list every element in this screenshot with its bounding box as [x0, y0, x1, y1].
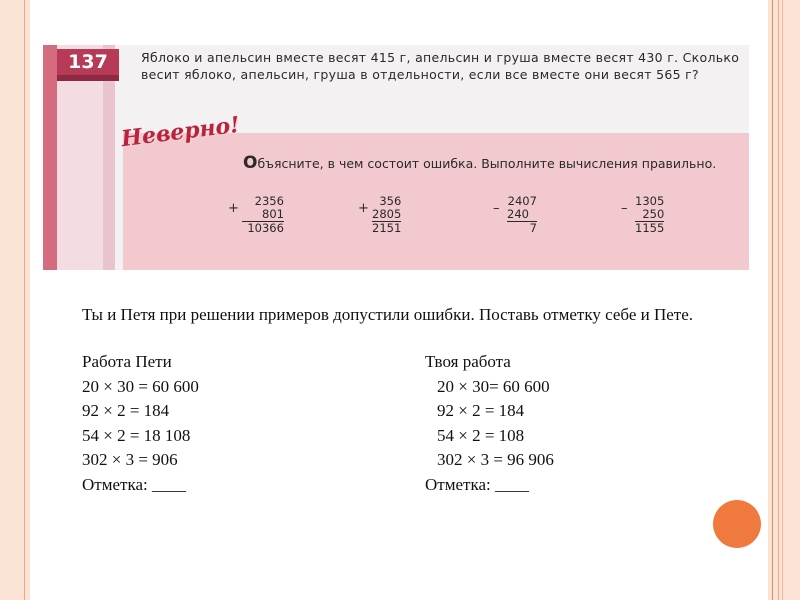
your-work-title: Твоя работа	[425, 352, 511, 371]
problem-text: Яблоко и апельсин вместе весят 415 г, апельсин и груша вместе весят 430 г. Сколько весит яблоко, апельсин, груша в отдельности, если все вместе они весят 565 г?	[141, 50, 740, 82]
explain-text: Объясните, в чем состоит ошибка. Выполните вычисления правильно.	[243, 153, 717, 173]
your-work-column	[425, 350, 554, 497]
peter-line: 54 × 2 = 18 108	[82, 425, 191, 445]
peter-work-column	[82, 350, 199, 497]
slide-frame-left	[0, 0, 30, 600]
your-line: 302 × 3 = 96 906	[437, 450, 554, 469]
your-line: 54 × 2 = 108	[437, 425, 525, 445]
peter-mark: Отметка: ____	[82, 474, 186, 494]
peter-line: 20 × 30 = 60 600	[82, 376, 199, 396]
slide-frame-right	[768, 0, 800, 600]
task-text: Ты и Петя при решении примеров допустили ошибки. Поставь отметку себе и Пете.	[82, 305, 694, 324]
textbook-image: 137 Яблоко и апельсин вместе весят 415 г, апельсин и груша вместе весят 430 г. Сколько весит яблоко, апельсин, груша в отдельности, если все вместе они весят 565 г? Неверно! Объясните, в чем состоит ошибка. Выполните вычисления правильно. + 2356 801 10366 + 356 2805 2151 – 2407 240 7 – 1305 250 1155	[43, 45, 749, 270]
your-mark: Отметка: ____	[425, 474, 529, 494]
problem-number: 137	[57, 49, 119, 75]
peter-line: 92 × 2 = 184	[82, 401, 170, 420]
peter-work-title: Работа Пети	[82, 352, 172, 371]
your-line: 92 × 2 = 184	[437, 401, 525, 420]
orange-dot-decoration	[713, 500, 761, 548]
wrong-label: Неверно!	[119, 111, 242, 153]
peter-line: 302 × 3 = 906	[82, 450, 178, 469]
your-line: 20 × 30= 60 600	[437, 376, 550, 396]
textbook-red-bar	[43, 45, 57, 270]
